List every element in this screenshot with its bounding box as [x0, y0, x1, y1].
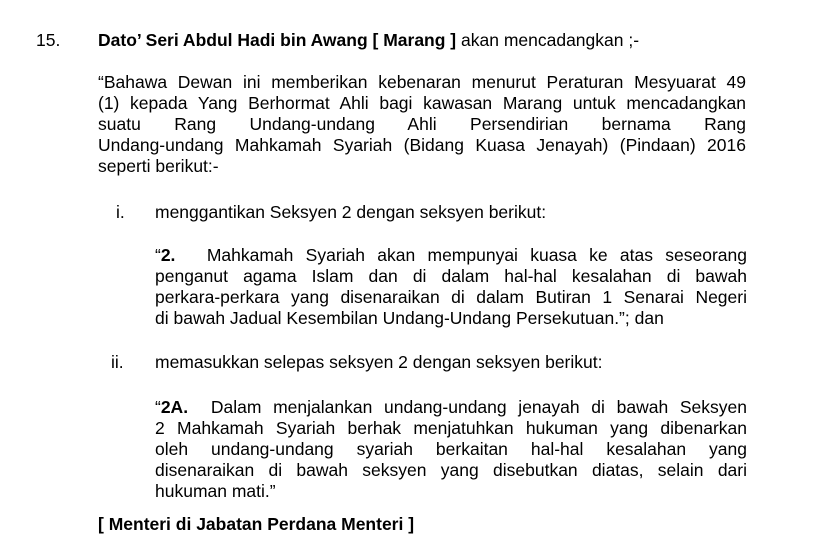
quote-line: perkara-perkara yang disenaraikan di dalam Butiran 1 Senarai Negeri: [155, 287, 747, 307]
quote-block-2a: [155, 397, 747, 502]
quote-line: disenaraikan di bawah seksyen yang disebutkan diatas, selain dari: [155, 460, 747, 480]
quote-line: hukuman mati.”: [155, 481, 276, 501]
quote-text: Mahkamah Syariah akan mempunyai kuasa ke atas seseorang: [206, 245, 747, 265]
intro-line: “Bahawa Dewan ini memberikan kebenaran menurut Peraturan Mesyuarat 49: [98, 72, 746, 92]
motion-heading: [98, 30, 639, 51]
item-marker-ii: ii.: [111, 352, 124, 372]
quote-line: [155, 397, 747, 418]
intro-line: suatu Rang Undang-undang Ahli Persendirian bernama Rang: [98, 114, 746, 134]
motion-number: 15.: [36, 30, 61, 50]
proposer-name: Dato’ Seri Abdul Hadi bin Awang [ Marang ]: [98, 30, 457, 50]
quote-line: [155, 245, 747, 266]
intro-line: Undang-undang Mahkamah Syariah (Bidang Kuasa Jenayah) (Pindaan) 2016: [98, 135, 746, 155]
item-marker-i: i.: [116, 202, 125, 222]
item-text-i: menggantikan Seksyen 2 dengan seksyen berikut:: [155, 202, 547, 222]
item-text-ii: memasukkan selepas seksyen 2 dengan seksyen berikut:: [155, 352, 603, 372]
proposer-suffix: akan mencadangkan ;-: [456, 30, 640, 50]
intro-paragraph: [98, 72, 746, 177]
quote-open: “: [155, 245, 161, 265]
intro-line: seperti berikut:-: [98, 156, 219, 176]
section-number: 2A.: [160, 397, 189, 417]
quote-line: oleh undang-undang syariah berkaitan hal-hal kesalahan yang: [155, 439, 747, 459]
quote-line: 2 Mahkamah Syariah berhak menjatuhkan hukuman yang dibenarkan: [155, 418, 747, 438]
quote-block-2: [155, 245, 747, 329]
quote-line: di bawah Jadual Kesembilan Undang-Undang Persekutuan.”; dan: [155, 308, 664, 328]
quote-line: penganut agama Islam dan di dalam hal-hal kesalahan di bawah: [155, 266, 747, 286]
section-number: 2.: [160, 245, 176, 265]
footer-ministry: [ Menteri di Jabatan Perdana Menteri ]: [98, 514, 415, 534]
quote-text: Dalam menjalankan undang-undang jenayah di bawah Seksyen: [210, 397, 747, 417]
intro-line: (1) kepada Yang Berhormat Ahli bagi kawasan Marang untuk mencadangkan: [98, 93, 746, 113]
quote-open: “: [155, 397, 161, 417]
